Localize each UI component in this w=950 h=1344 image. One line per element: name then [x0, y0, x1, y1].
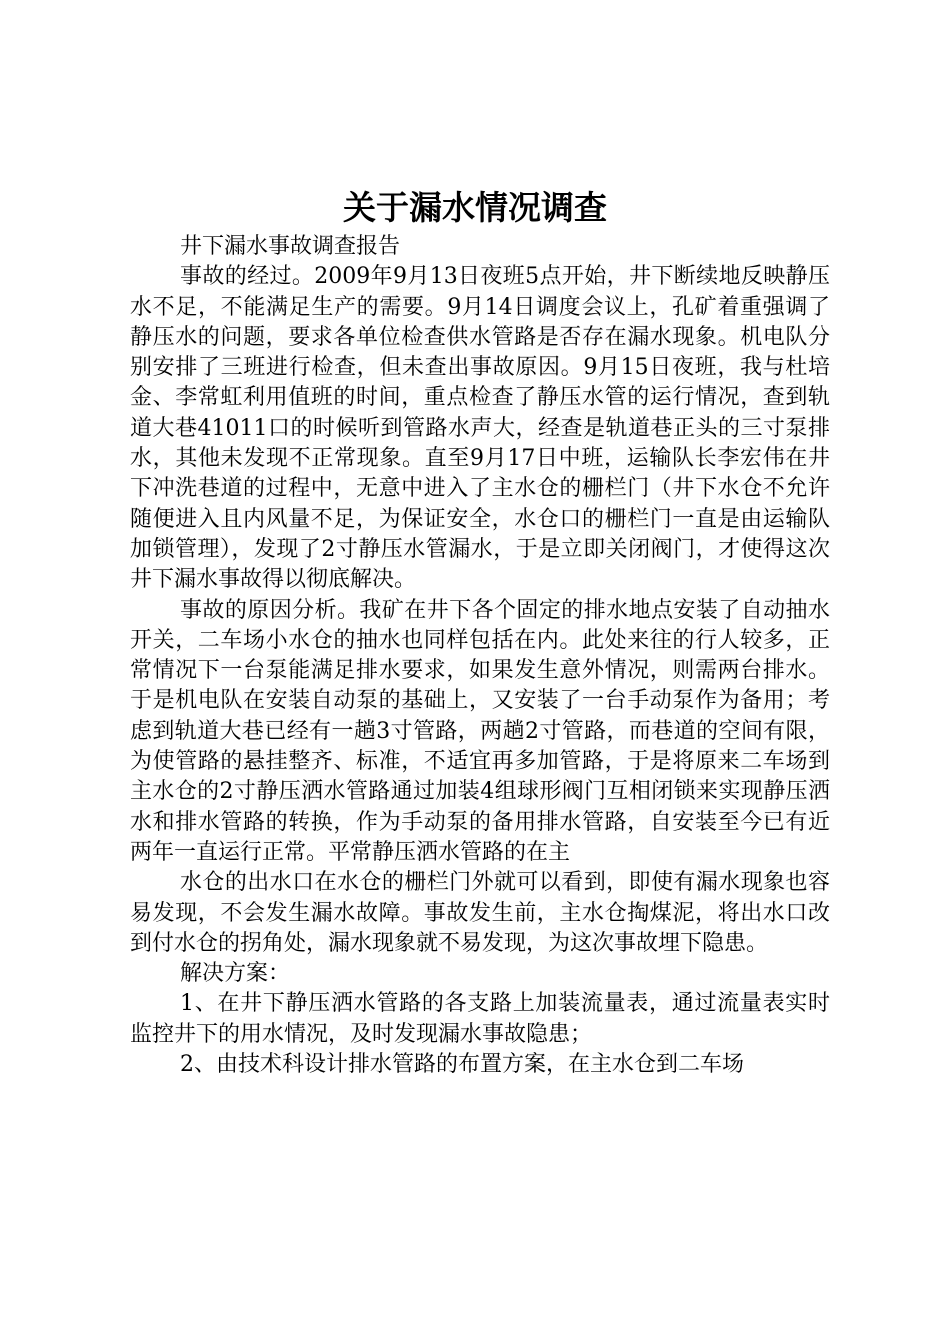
solution-item-1-paragraph: 1、在井下静压洒水管路的各支路上加装流量表，通过流量表实时监控井下的用水情况，及时发现漏水事故隐患； [130, 991, 830, 1047]
cause-analysis-continued-paragraph: 水仓的出水口在水仓的栅栏门外就可以看到，即使有漏水现象也容易发现，不会发生漏水故障。事故发生前，主水仓掏煤泥，将出水口改到付水仓的拐角处，漏水现象就不易发现，为这次事故埋下隐患。 [130, 870, 830, 956]
document-body [130, 232, 830, 1080]
solution-heading-paragraph: 解决方案： [180, 961, 291, 987]
incident-process-paragraph: 事故的经过。2009年9月13日夜班5点开始，井下断续地反映静压水不足，不能满足生产的需要。9月14日调度会议上，孔矿着重强调了静压水的问题，要求各单位检查供水管路是否存在漏水现象。机电队分别安排了三班进行检查，但未查出事故原因。9月15日夜班，我与杜培金、李常虹利用值班的时间，重点检查了静压水管的运行情况，查到轨道大巷41011口的时候听到管路水声大，经查是轨道巷正头的三寸泵排水，其他未发现不正常现象。直至9月17日中班，运输队长李宏伟在井下冲洗巷道的过程中，无意中进入了主水仓的栅栏门（井下水仓不允许随便进入且内风量不足，为保证安全，水仓口的栅栏门一直是由运输队加锁管理），发现了2寸静压水管漏水，于是立即关闭阀门，才使得这次井下漏水事故得以彻底解决。 [130, 264, 830, 593]
cause-analysis-paragraph: 事故的原因分析。我矿在井下各个固定的排水地点安装了自动抽水开关，二车场小水仓的抽水也同样包括在内。此处来往的行人较多，正常情况下一台泵能满足排水要求，如果发生意外情况，则需两台排水。于是机电队在安装自动泵的基础上，又安装了一台手动泵作为备用；考虑到轨道大巷已经有一趟3寸管路，两趟2寸管路，而巷道的空间有限，为使管路的悬挂整齐、标准，不适宜再多加管路，于是将原来二车场到主水仓的2寸静压洒水管路通过加装4组球形阀门互相闭锁来实现静压洒水和排水管路的转换，作为手动泵的备用排水管路，自安装至今已有近两年一直运行正常。平常静压洒水管路的在主 [130, 597, 830, 865]
report-subtitle-paragraph: 井下漏水事故调查报告 [180, 234, 401, 259]
document-title: 关于漏水情况调查 [343, 188, 607, 227]
solution-item-2-paragraph: 2、由技术科设计排水管路的布置方案，在主水仓到二车场 [180, 1052, 744, 1078]
